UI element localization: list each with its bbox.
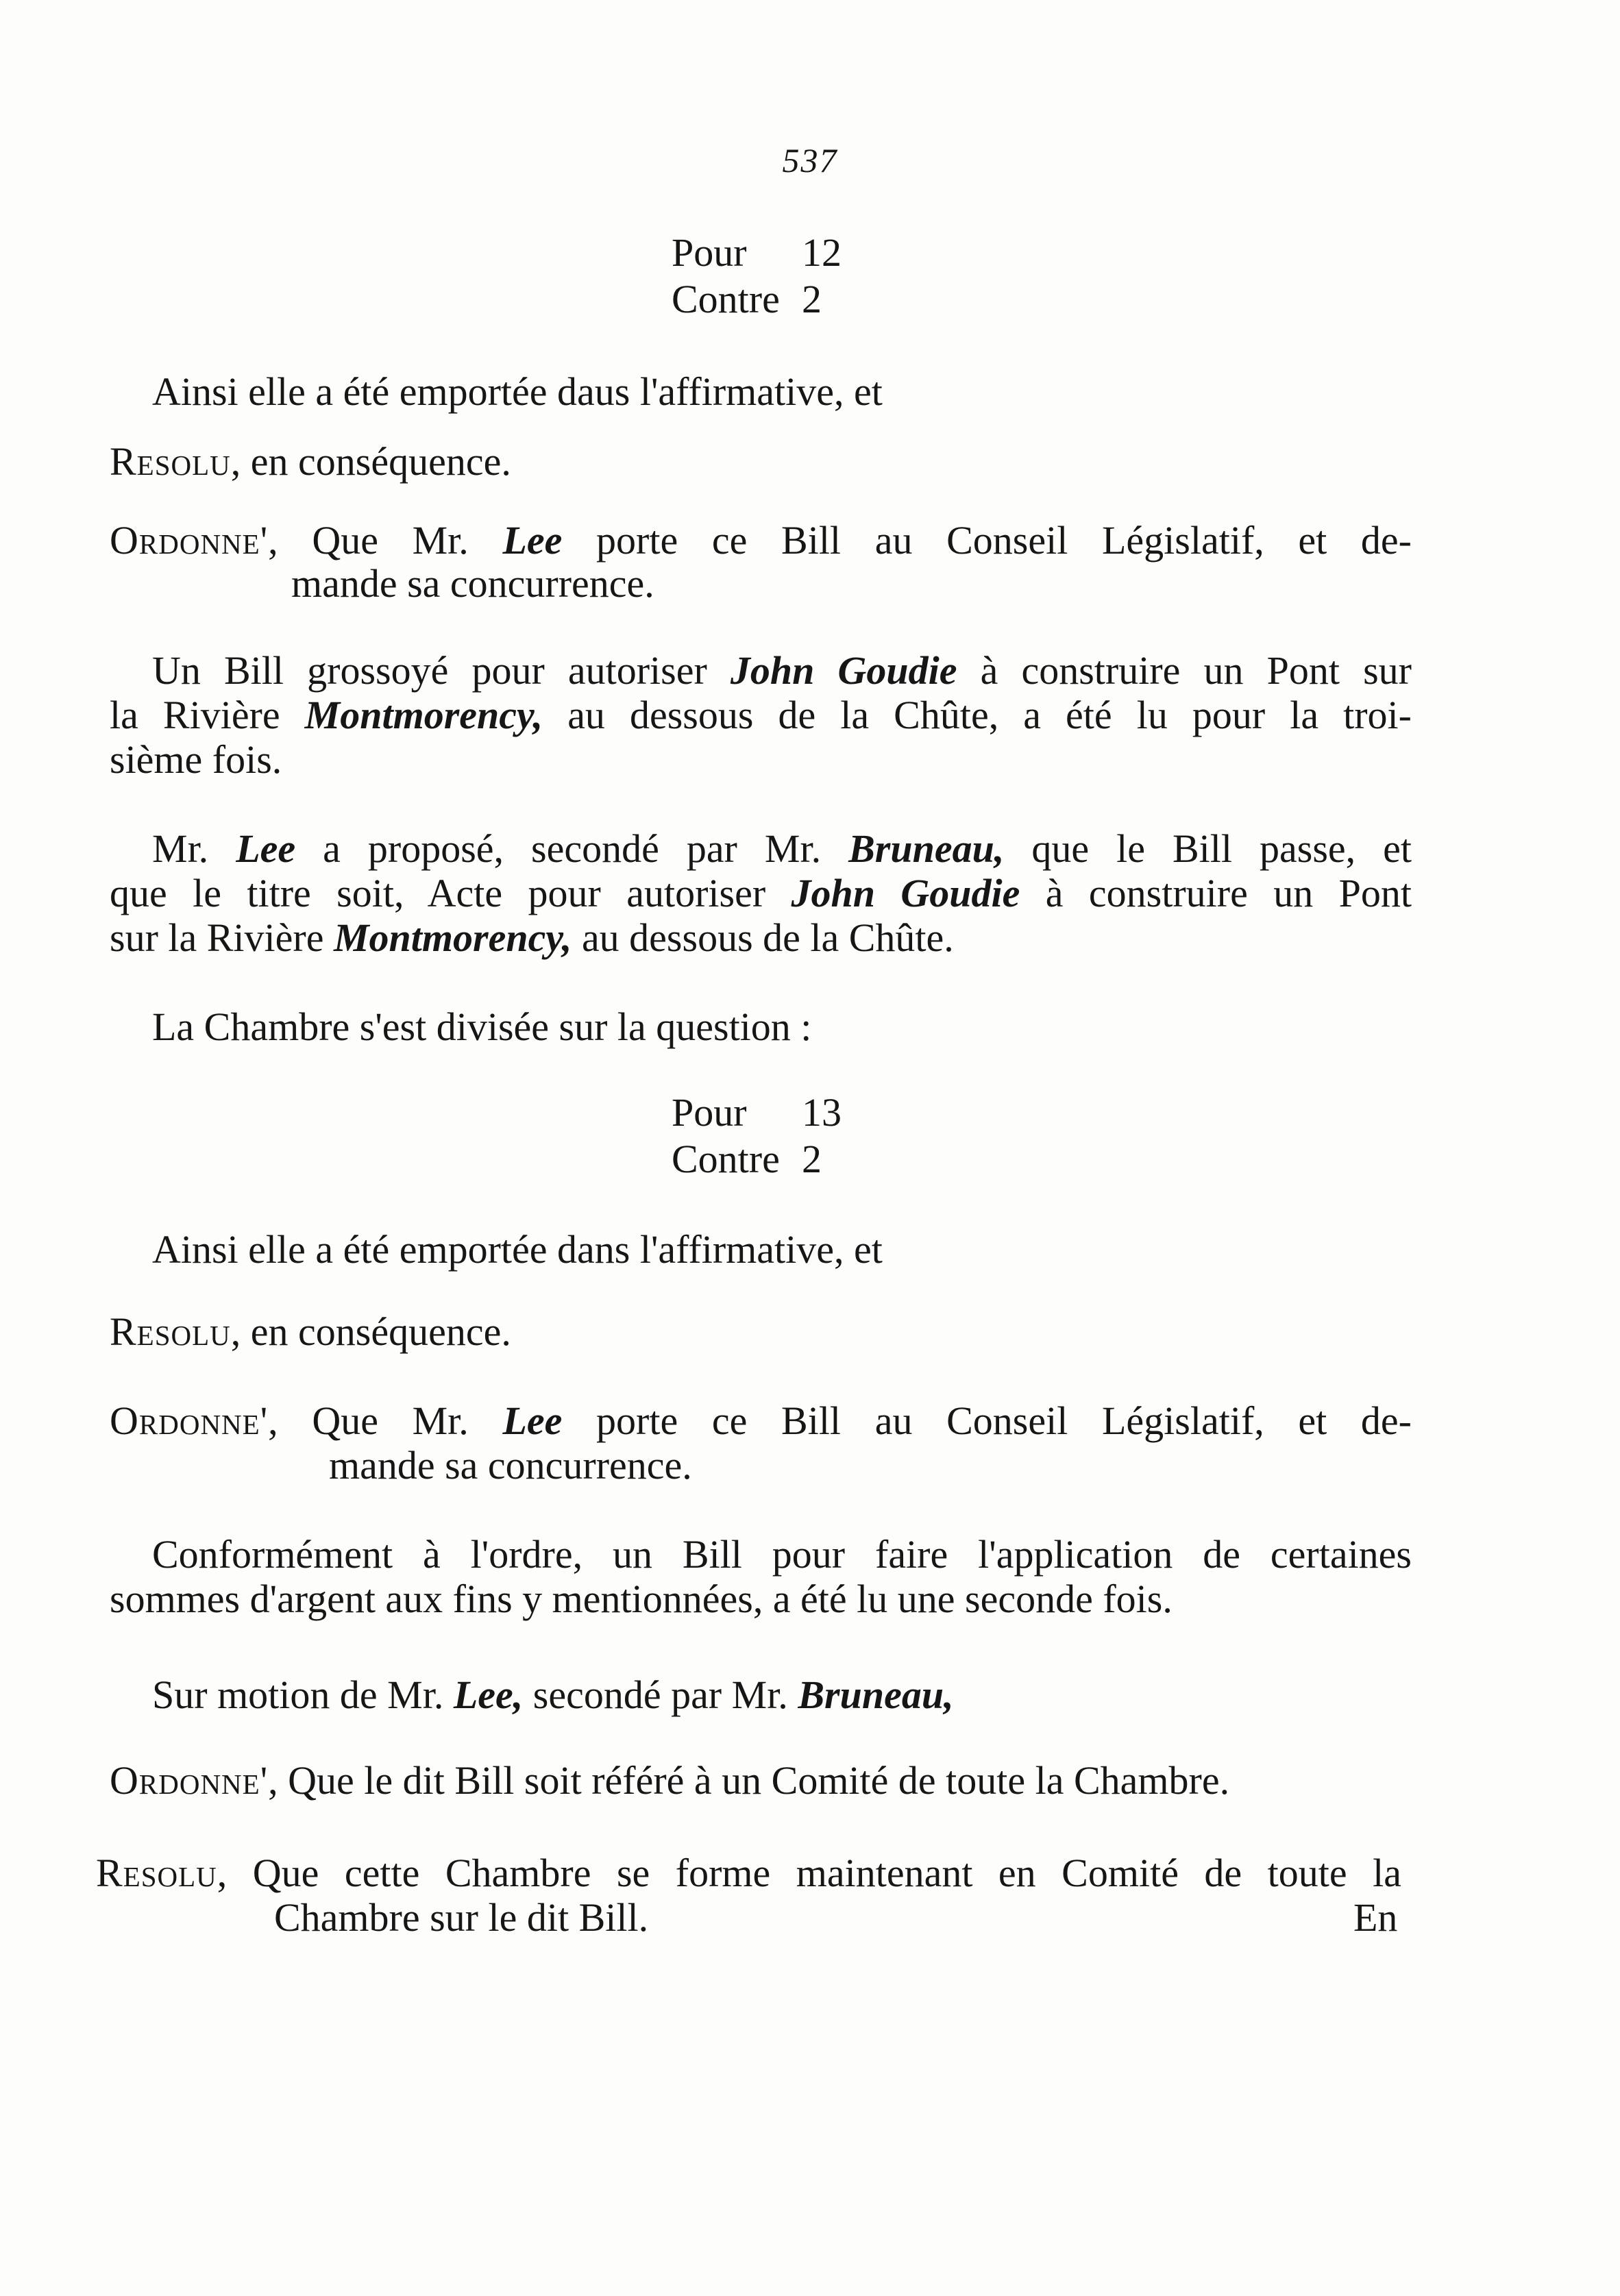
- text-span: sur la Rivière: [110, 915, 334, 960]
- resolu-paragraph-2: [110, 1309, 511, 1355]
- name-lee: Lee: [236, 826, 296, 871]
- bill-line-2: [110, 692, 1412, 739]
- ordonne-line-1: [110, 1398, 1412, 1444]
- text-span: secondé par Mr.: [523, 1672, 798, 1717]
- vote-tally-2: [672, 1089, 842, 1183]
- contre-label: Contre: [672, 1137, 780, 1181]
- text-span: , Que Mr.: [268, 1398, 503, 1443]
- motion-line-2: [110, 870, 1412, 917]
- pour-label: Pour: [672, 1090, 747, 1135]
- pour-count: 12: [802, 230, 842, 275]
- text-span: à construire un Pont sur: [957, 648, 1412, 693]
- ordonne-line-1: [110, 517, 1412, 564]
- text-span: porte ce Bill au Conseil Législatif, et de-: [562, 1398, 1412, 1443]
- bill-line-1: [152, 647, 1412, 694]
- bill-line-3: sième fois.: [110, 737, 282, 782]
- text-span: a proposé, secondé par Mr.: [295, 826, 849, 871]
- text-span: Mr.: [152, 826, 236, 871]
- text-span: , Que cette Chambre se forme maintenant en Comité de toute la: [217, 1851, 1401, 1895]
- page-number: 537: [782, 141, 838, 180]
- sur-motion-paragraph: [152, 1672, 954, 1718]
- pour-count: 13: [802, 1090, 842, 1135]
- text-span: Un Bill grossoyé pour autoriser: [152, 648, 731, 693]
- resolu-paragraph-1: [110, 439, 511, 485]
- resolu-heading: Resolu: [110, 439, 231, 484]
- text-span: que le Bill passe, et: [1004, 826, 1412, 871]
- text-span: Sur motion de Mr.: [152, 1672, 454, 1717]
- text-span: au dessous de la Chûte, a été lu pour la troi-: [543, 693, 1412, 737]
- name-montmorency: Montmorency,: [304, 693, 543, 737]
- name-john-goudie: John Goudie: [791, 871, 1020, 915]
- motion-line-1: [152, 826, 1412, 872]
- name-bruneau: Bruneau,: [798, 1672, 954, 1717]
- contre-label: Contre: [672, 277, 780, 321]
- text-span: à construire un Pont: [1020, 871, 1412, 915]
- conformement-line-1: Conformément à l'ordre, un Bill pour faire l'application de certaines: [152, 1532, 1412, 1577]
- resolu-line-2: Chambre sur le dit Bill.: [274, 1895, 649, 1940]
- text-span: au dessous de la Chûte.: [572, 915, 954, 960]
- text-span: , Que le dit Bill soit référé à un Comité de toute la Chambre.: [268, 1758, 1230, 1803]
- ordonne-paragraph-3: [110, 1757, 1229, 1804]
- chambre-paragraph: La Chambre s'est divisée sur la question :: [152, 1004, 812, 1049]
- motion-line-3: [110, 915, 954, 961]
- text-span: que le titre soit, Acte pour autoriser: [110, 871, 791, 915]
- text-span: la Rivière: [110, 693, 305, 737]
- contre-count: 2: [802, 1137, 822, 1181]
- catchword: En: [1353, 1895, 1398, 1940]
- text-span: , Que Mr.: [268, 518, 503, 563]
- resolu-line-1: [96, 1850, 1401, 1897]
- name-lee: Lee: [502, 518, 563, 563]
- name-lee: Lee: [502, 1398, 563, 1443]
- ordonne-line-2: mande sa concurrence.: [329, 1443, 692, 1488]
- resolu-heading: Resolu: [96, 1851, 217, 1895]
- name-john-goudie: John Goudie: [730, 648, 957, 693]
- conformement-line-2: sommes d'argent aux fins y mentionnées, a été lu une seconde fois.: [110, 1577, 1173, 1621]
- name-montmorency: Montmorency,: [333, 915, 572, 960]
- ainsi-paragraph-1: Ainsi elle a été emportée daus l'affirmative, et: [152, 369, 883, 414]
- contre-count: 2: [802, 277, 822, 321]
- ordonne-line-2: mande sa concurrence.: [291, 561, 654, 606]
- ordonne-heading: Ordonne': [110, 1758, 269, 1803]
- pour-label: Pour: [672, 230, 747, 275]
- text-span: porte ce Bill au Conseil Législatif, et de-: [562, 518, 1412, 563]
- name-lee: Lee,: [453, 1672, 524, 1717]
- resolu-heading: Resolu: [110, 1309, 231, 1354]
- ordonne-heading: Ordonne': [110, 1398, 269, 1443]
- name-bruneau: Bruneau,: [848, 826, 1005, 871]
- ordonne-heading: Ordonne': [110, 518, 269, 563]
- ainsi-paragraph-2: Ainsi elle a été emportée dans l'affirmative, et: [152, 1227, 883, 1272]
- resolu-text: , en conséquence.: [230, 1309, 511, 1354]
- resolu-text: , en conséquence.: [230, 439, 511, 484]
- vote-tally-1: [672, 230, 842, 323]
